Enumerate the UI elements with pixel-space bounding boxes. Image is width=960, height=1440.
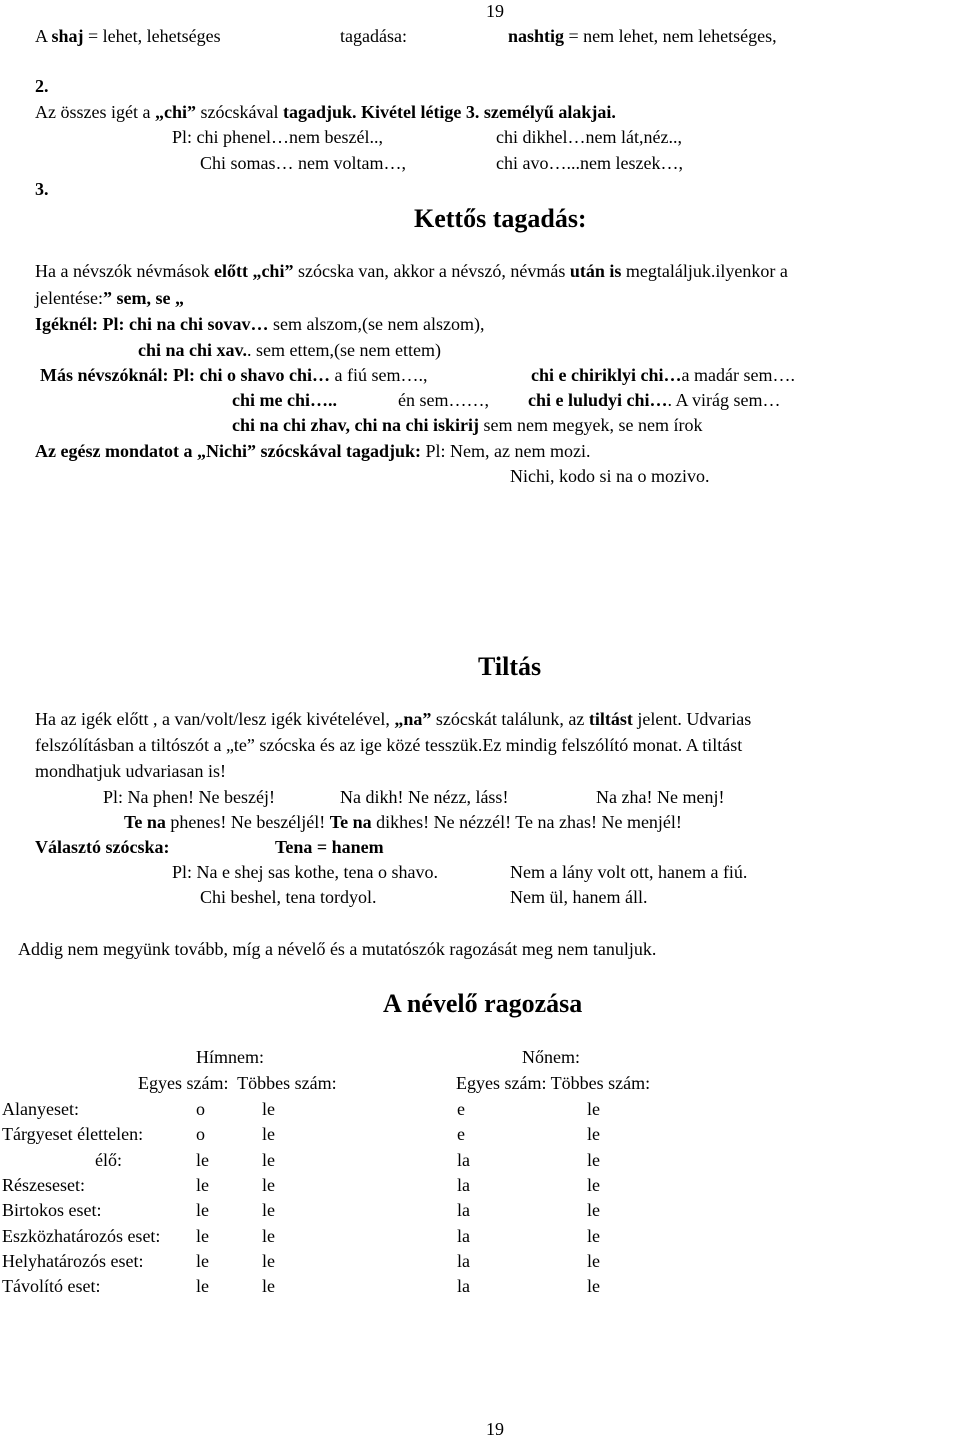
bold-text: Más névszóknál: Pl: chi o shavo chi… [40, 365, 331, 385]
bold-text: előtt [213, 261, 248, 281]
declension-cell: o [196, 1124, 205, 1144]
declension-cell: le [262, 1276, 275, 1296]
nouns-example-me [232, 391, 337, 409]
case-label: Alanyeset: [2, 1099, 79, 1119]
bold-text: chi e chiriklyi chi… [531, 365, 682, 385]
nouns-example-bird [531, 366, 795, 384]
bold-text: chi me chi….. [232, 390, 337, 410]
text: Ha a névszók névmások [35, 261, 214, 281]
case-label: élő: [95, 1150, 122, 1170]
text: jelentése: [35, 288, 103, 308]
bold-text: chi na chi xav. [138, 340, 248, 360]
declension-cell: le [587, 1200, 600, 1220]
declension-cell: le [196, 1251, 209, 1271]
bold-text: Igéknél: Pl: chi na chi sovav… [35, 314, 269, 334]
text: dikhes! Ne nézzél! Te na zhas! Ne menjél! [371, 812, 682, 832]
text: szócskát találunk, az [431, 709, 589, 729]
prohibition-example-1c: Na zha! Ne menj! [596, 787, 725, 807]
text: jelent. Udvarias [632, 709, 752, 729]
verbs-example [35, 315, 484, 333]
declension-cell: le [262, 1175, 275, 1195]
text: . A virág sem… [667, 390, 781, 410]
text: a madár sem…. [681, 365, 795, 385]
text: sem alszom,(se nem alszom), [268, 314, 485, 334]
prohibition-example-1a: Pl: Na phen! Ne beszéj! [103, 787, 275, 807]
case-label: Részeseset: [2, 1175, 85, 1195]
declension-cell: le [262, 1251, 275, 1271]
heading-double-negation: Kettős tagadás: [414, 204, 587, 233]
nouns-example-me-meaning: én sem……, [398, 390, 489, 410]
declension-cell: le [262, 1200, 275, 1220]
example-2a: Chi somas… nem voltam…, [200, 153, 406, 173]
prohibition-paragraph-1 [35, 710, 751, 728]
bold-text: után is [569, 261, 622, 281]
declension-cell: le [587, 1099, 600, 1119]
declension-cell: le [196, 1226, 209, 1246]
bold-text: „chi” [154, 102, 196, 122]
text: = nem lehet, nem lehetséges, [564, 26, 777, 46]
declension-cell: e [457, 1099, 465, 1119]
bold-text: „chi” [252, 261, 294, 281]
declension-cell: la [457, 1200, 470, 1220]
bold-text: sem, se „ [111, 288, 184, 308]
declension-cell: le [196, 1150, 209, 1170]
text: Ha az igék előtt , a van/volt/lesz igék kivételével, [35, 709, 395, 729]
declension-cell: le [587, 1150, 600, 1170]
addig-note: Addig nem megyünk tovább, míg a névelő és a mutatószók ragozását meg nem tanuljuk. [18, 939, 657, 959]
nashtig-text [508, 27, 777, 45]
heading-article-declension: A névelő ragozása [383, 989, 583, 1018]
number-header-masculine: Egyes szám: Többes szám: [138, 1073, 337, 1093]
gender-feminine: Nőnem: [522, 1047, 580, 1067]
declension-cell: le [587, 1226, 600, 1246]
polite-prohibition-examples [124, 813, 682, 831]
tena-example-1a: Pl: Na e shej sas kothe, tena o shavo. [172, 862, 438, 882]
bold-text: szócskával tagadjuk: [255, 441, 426, 461]
bold-text: „Nichi” [196, 441, 256, 461]
negation-label: tagadása: [340, 26, 407, 46]
tena-example-2a: Chi beshel, tena tordyol. [200, 887, 377, 907]
page-number-top: 19 [486, 1, 504, 21]
declension-cell: la [457, 1175, 470, 1195]
declension-cell: le [196, 1175, 209, 1195]
case-label: Tárgyeset élettelen: [2, 1124, 144, 1144]
bold-text: Te na [124, 812, 166, 832]
nichi-example: Nichi, kodo si na o mozivo. [510, 466, 710, 486]
bold-text: chi na chi zhav, chi na chi iskirij [232, 415, 480, 435]
text: szócskával [195, 102, 283, 122]
example-1a: Pl: chi phenel…nem beszél.., [172, 127, 383, 147]
declension-cell: o [196, 1099, 205, 1119]
declension-cell: le [262, 1150, 275, 1170]
text: phenes! Ne beszéljél! [165, 812, 330, 832]
text: sem nem megyek, se nem írok [479, 415, 703, 435]
case-label: Eszközhatározós eset: [2, 1226, 161, 1246]
text: A [35, 26, 52, 46]
bold-text: Te na [329, 812, 372, 832]
bold-text: Az egész mondatot a [35, 441, 197, 461]
bold-text: tiltást [588, 709, 633, 729]
declension-cell: le [262, 1099, 275, 1119]
bold-text: chi e luludyi chi… [528, 390, 668, 410]
number-header-feminine: Egyes szám: Többes szám: [456, 1073, 651, 1093]
declension-cell: le [587, 1276, 600, 1296]
example-2b: chi avo…...nem leszek…, [496, 153, 683, 173]
page-number-bottom: 19 [486, 1419, 504, 1439]
text: a fiú sem…., [330, 365, 428, 385]
declension-cell: la [457, 1150, 470, 1170]
text: . sem ettem,(se nem ettem) [247, 340, 441, 360]
double-negation-paragraph [35, 262, 788, 280]
gender-masculine: Hímnem: [196, 1047, 264, 1067]
declension-cell: le [587, 1175, 600, 1195]
case-label: Távolító eset: [2, 1276, 101, 1296]
declension-cell: le [196, 1276, 209, 1296]
heading-prohibition: Tiltás [478, 652, 542, 681]
text: szócska van, akkor a névszó, névmás [293, 261, 570, 281]
bold-text: ” [102, 288, 112, 308]
bold-text: tagadjuk. Kivétel létige 3. személyű alakjai. [282, 102, 616, 122]
declension-cell: e [457, 1124, 465, 1144]
declension-cell: la [457, 1226, 470, 1246]
nouns-example-flower [528, 391, 781, 409]
meaning-line [35, 289, 184, 307]
declension-cell: la [457, 1251, 470, 1271]
text: Pl: Nem, az nem mozi. [425, 441, 591, 461]
section-number-3: 3. [35, 179, 49, 199]
bold-text: nashtig [508, 26, 565, 46]
section-number-2: 2. [35, 76, 49, 96]
declension-cell: le [262, 1124, 275, 1144]
text: Az összes igét a [35, 102, 155, 122]
tena-example-1b: Nem a lány volt ott, hanem a fiú. [510, 862, 748, 882]
example-1b: chi dikhel…nem lát,néz.., [496, 127, 682, 147]
declension-cell: le [262, 1226, 275, 1246]
tena-example-2b: Nem ül, hanem áll. [510, 887, 648, 907]
tena-definition: Tena = hanem [275, 837, 384, 857]
verbs-example-3 [232, 416, 703, 434]
nouns-example [40, 366, 428, 384]
text: megtaláljuk.ilyenkor a [621, 261, 788, 281]
declension-cell: le [587, 1124, 600, 1144]
declension-cell: la [457, 1276, 470, 1296]
bold-text: „na” [394, 709, 432, 729]
alternative-particle-label: Választó szócska: [35, 837, 170, 857]
prohibition-paragraph-3: mondhatjuk udvariasan is! [35, 761, 226, 781]
verb-negation-rule [35, 103, 616, 121]
prohibition-paragraph-2: felszólításban a tiltószót a „te” szócska és az ige közé tesszük.Ez mindig felszólító monat. A tiltást [35, 735, 743, 755]
case-label: Helyhatározós eset: [2, 1251, 144, 1271]
declension-cell: le [587, 1251, 600, 1271]
text: = lehet, lehetséges [83, 26, 221, 46]
case-label: Birtokos eset: [2, 1200, 102, 1220]
declension-cell: le [196, 1200, 209, 1220]
nichi-rule [35, 442, 590, 460]
bold-text: shaj [51, 26, 84, 46]
prohibition-example-1b: Na dikh! Ne nézz, láss! [340, 787, 509, 807]
verbs-example-2 [138, 341, 441, 359]
shaj-line [35, 27, 221, 45]
